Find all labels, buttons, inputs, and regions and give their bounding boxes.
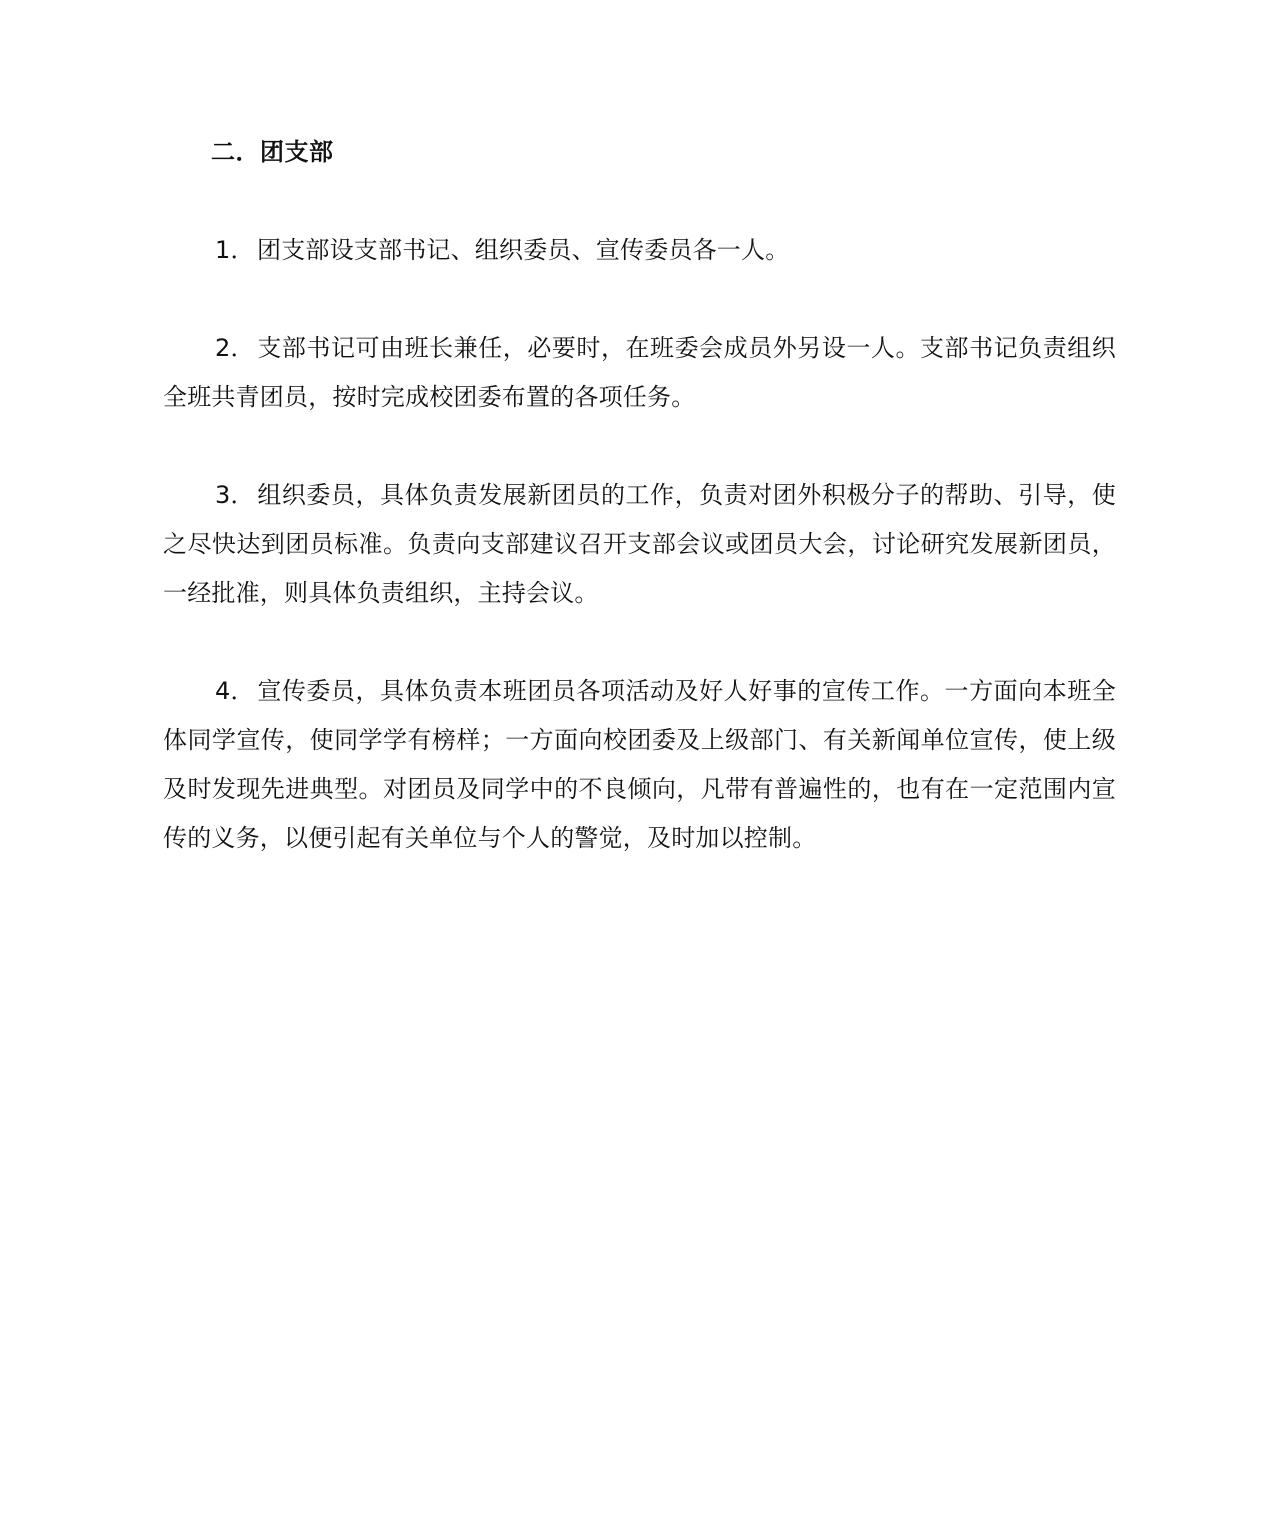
item-text: 支部书记可由班长兼任，必要时，在班委会成员外另设一人。支部书记负责组织全班共青团员，按时完成校团委布置的各项任务。 bbox=[163, 334, 1116, 411]
document-body bbox=[163, 128, 1116, 912]
item-text: 宣传委员，具体负责本班团员各项活动及好人好事的宣传工作。一方面向本班全体同学宣传，使同学学有榜样；一方面向校团委及上级部门、有关新闻单位宣传，使上级及时发现先进典型。对团员及同学中的不良倾向，凡带有普遍性的，也有在一定范围内宣传的义务，以便引起有关单位与个人的警觉，及时加以控制。 bbox=[163, 677, 1116, 852]
list-item bbox=[163, 667, 1116, 863]
list-item bbox=[163, 226, 1116, 275]
list-item bbox=[163, 324, 1116, 422]
item-number: 2． bbox=[215, 334, 255, 362]
list-item bbox=[163, 471, 1116, 618]
item-number: 4． bbox=[215, 677, 255, 705]
section-heading: 二．团支部 bbox=[211, 138, 334, 166]
item-text: 团支部设支部书记、组织委员、宣传委员各一人。 bbox=[257, 236, 790, 264]
item-number: 1． bbox=[215, 236, 255, 264]
item-text: 组织委员，具体负责发展新团员的工作，负责对团外积极分子的帮助、引导，使之尽快达到团员标准。负责向支部建议召开支部会议或团员大会，讨论研究发展新团员，一经批准，则具体负责组织，主持会议。 bbox=[163, 481, 1116, 607]
item-number: 3． bbox=[215, 481, 255, 509]
